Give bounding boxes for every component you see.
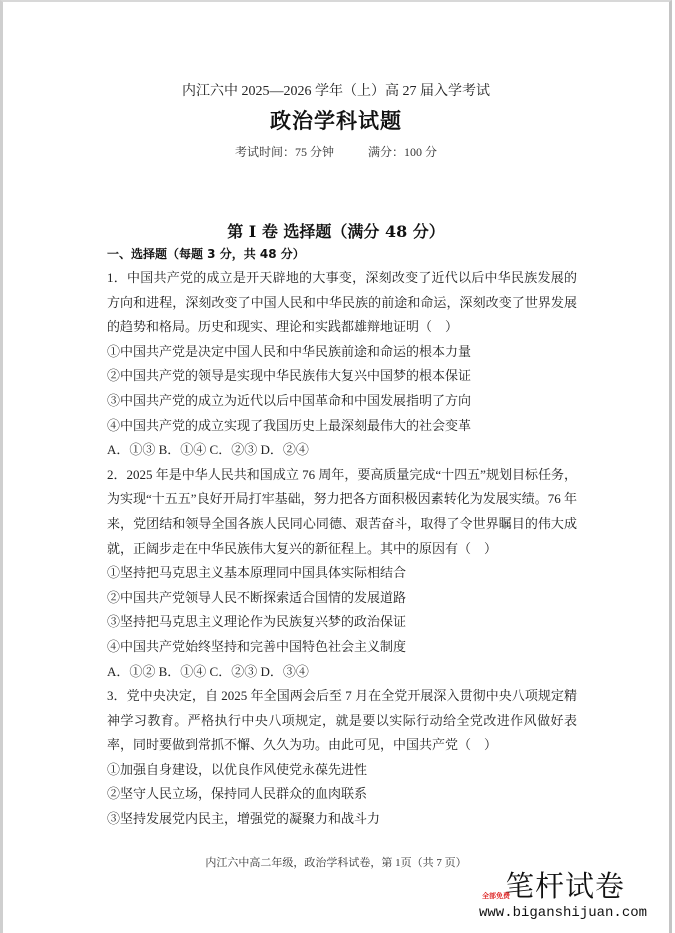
question-item: ④中国共产党始终坚持和完善中国特色社会主义制度 bbox=[107, 638, 407, 654]
page-footer: 内江六中高二年级，政治学科试卷，第 1页（共 7 页） bbox=[205, 857, 467, 869]
watermark bbox=[479, 868, 675, 928]
question-options: A．①② B．①④ C．②③ D．③④ bbox=[107, 663, 309, 679]
exam-info bbox=[3, 143, 669, 160]
question-item: ①坚持把马克思主义基本原理同中国具体实际相结合 bbox=[107, 565, 407, 581]
question-2 bbox=[107, 463, 577, 684]
question-item: ②中国共产党领导人民不断探索适合国情的发展道路 bbox=[107, 589, 407, 605]
question-3 bbox=[107, 684, 577, 832]
question-stem: 2．2025 年是中华人民共和国成立 76 周年，要高质量完成“十四五”规划目标任务，为实现“十五五”良好开局打牢基础，努力把各方面积极因素转化为发展实绩。76 年来，党团结和领导全国各族人民同心同德、艰苦奋斗，取得了令世界瞩目的伟大成就，正阔步走在中华民族伟大复兴的新征程上。其中的原因有（ ） bbox=[107, 466, 577, 556]
part-title: 第 I 卷 选择题（满分 48 分） bbox=[227, 222, 445, 241]
exam-name: 内江六中 2025—2026 学年（上）高 27 届入学考试 bbox=[182, 84, 490, 99]
watermark-brand: 笔杆试卷 bbox=[505, 869, 626, 903]
question-options: A．①③ B．①④ C．②③ D．②④ bbox=[107, 442, 309, 458]
question-item: ③中国共产党的成立为近代以后中国革命和中国发展指明了方向 bbox=[107, 392, 472, 408]
section-title: 一、选择题（每题 3 分，共 48 分） bbox=[107, 247, 305, 261]
question-stem: 3．党中央决定，自 2025 年全国两会后至 7 月在全党开展深入贯彻中央八项规定精神学习教育。严格执行中央八项规定，就是要以实际行动给全党改进作风做好表率，同时要做到常抓不懈、久久为功。由此可见，中国共产党（ ） bbox=[107, 688, 577, 753]
question-item: ④中国共产党的成立实现了我国历史上最深刻最伟大的社会变革 bbox=[107, 417, 472, 433]
question-item: ①中国共产党是决定中国人民和中华民族前途和命运的根本力量 bbox=[107, 343, 472, 359]
watermark-url: www.biganshijuan.com bbox=[479, 905, 648, 921]
question-1 bbox=[107, 266, 577, 463]
exam-time: 考试时间：75 分钟 bbox=[234, 145, 334, 159]
question-item: ③坚持把马克思主义理论作为民族复兴梦的政治保证 bbox=[107, 614, 407, 630]
question-stem: 1．中国共产党的成立是开天辟地的大事变，深刻改变了近代以后中华民族发展的方向和进程，深刻改变了中国人民和中华民族的前途和命运，深刻改变了世界发展的趋势和格局。历史和现实、理论和实践都雄辩地证明（ ） bbox=[107, 270, 577, 335]
question-item: ②坚守人民立场，保持同人民群众的血肉联系 bbox=[107, 786, 368, 802]
question-item: ③坚持发展党内民主，增强党的凝聚力和战斗力 bbox=[107, 811, 381, 827]
exam-full-score: 满分：100 分 bbox=[368, 145, 438, 159]
question-item: ②中国共产党的领导是实现中华民族伟大复兴中国梦的根本保证 bbox=[107, 368, 472, 384]
watermark-free-tag: 全部免费 bbox=[482, 892, 510, 900]
subject-title: 政治学科试题 bbox=[270, 108, 402, 133]
questions-body bbox=[107, 266, 577, 832]
question-item: ①加强自身建设，以优良作风使党永葆先进性 bbox=[107, 761, 368, 777]
